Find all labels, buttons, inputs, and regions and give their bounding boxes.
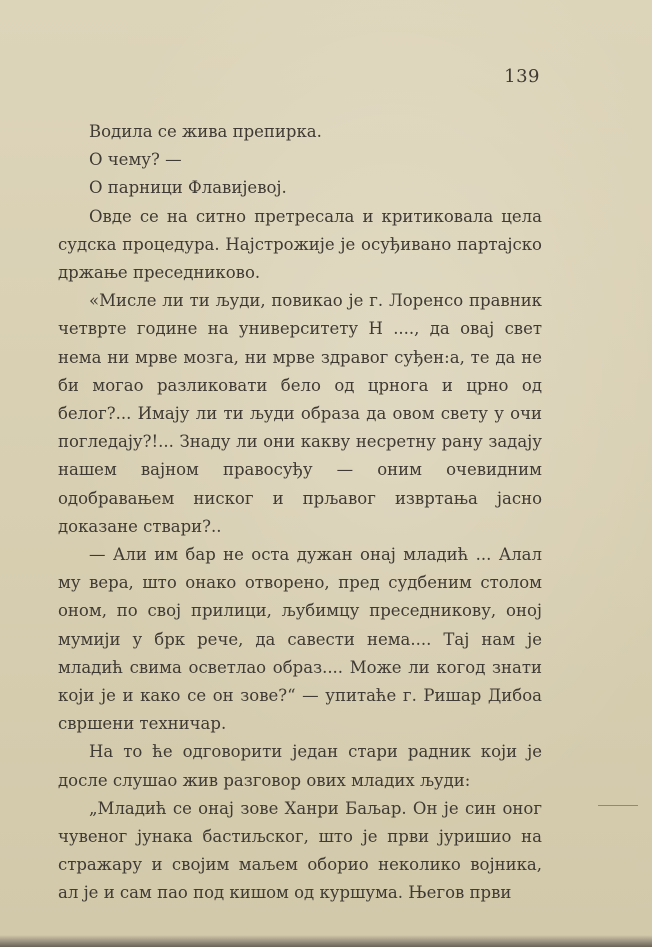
page-number: 139 [504, 66, 540, 87]
paragraph: О чему? — [89, 150, 182, 170]
paragraph: «Мисле ли ти људи, повикао је г. Лоренсо правник четврте године на университету Н ...., да овај свет нема ни мрве мозга, ни мрве здравог суђен:а, те да не би могао разликовати бело од црнога и црно од белог?... Имају ли ти људи образа да овом свету у очи погледају?!... Знаду ли они какву несретну рану задају нашем вајном правосуђу — оним очевидним одобравањем ниског и прљавог извртања јасно доказане ствари?.. [58, 291, 542, 536]
paragraph: — Али им бар не оста дужан онај младић ... Алал му вера, што онако отворено, пред судбеним столом оном, по свој прилици, љубимцу преседникову, оној мумији у брк рече, да савести нема.... Тај нам је младић свима осветлао образ.... Може ли когод знати који је и како се он зове?“ — упитаће г. Ришар Дибоа свршени техничар. [58, 545, 542, 734]
paragraph: „Младић се онај зове Ханри Баљар. Он је син оног чувеног јунака бастиљског, што је први јуришио на стражару и својим маљем оборио неколико војника, ал је и сам пао под кишом од куршума. Његов први [58, 798, 542, 903]
paragraph: На то ће одговорити један стари радник који је досле слушао жив разговор ових младих људи: [58, 742, 542, 790]
paragraph: О парници Флавијевој. [89, 178, 287, 198]
paragraph: Водила се жива препирка. [89, 122, 322, 141]
body-text [58, 118, 542, 908]
paragraph: Овде се на ситно претресала и критиковала цела судска процедура. Најстрожије је осуђивано партајско држање преседниково. [58, 206, 542, 283]
margin-pencil-mark [598, 805, 638, 806]
